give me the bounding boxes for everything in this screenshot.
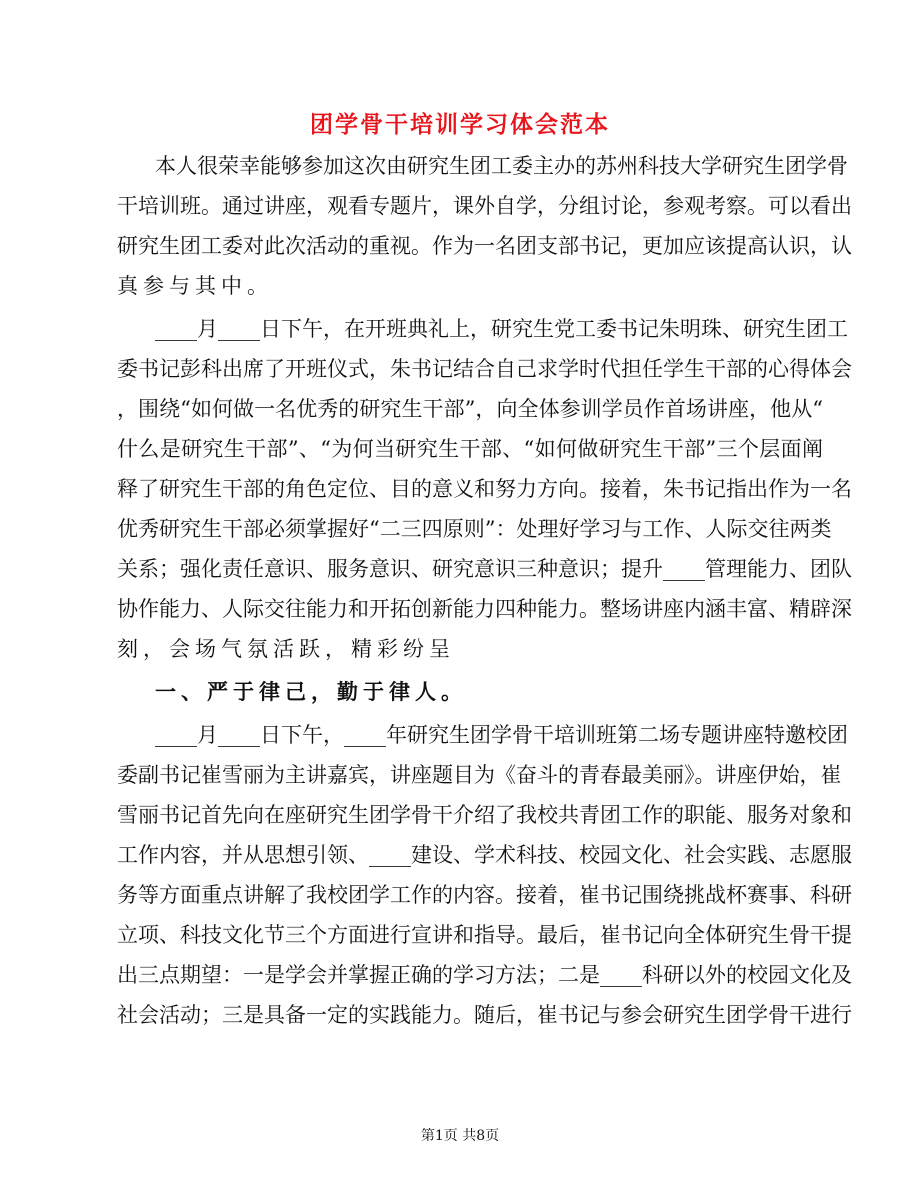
text-line: 什么是研究生干部”、“为何当研究生干部、“如何做研究生干部”三个层面阐	[117, 437, 823, 461]
page-number: 第1页 共8页	[420, 1128, 500, 1144]
text-line: 真参与其中。	[117, 274, 273, 298]
text-line: ____月____日下午，在开班典礼上，研究生党工委书记朱明珠、研究生团工	[155, 317, 848, 341]
text-line: ____月____日下午，____年研究生团学骨干培训班第二场专题讲座特邀校团	[155, 723, 848, 747]
text-line: 本人很荣幸能够参加这次由研究生团工委主办的苏州科技大学研究生团学骨	[155, 154, 848, 178]
text-line: 刻，会场气氛活跃，精彩纷呈	[117, 637, 455, 661]
text-line: ，围绕“如何做一名优秀的研究生干部”，向全体参训学员作首场讲座，他从“	[117, 397, 823, 421]
text-line: 干培训班。通过讲座，观看专题片，课外自学，分组讨论，参观考察。可以看出	[117, 194, 852, 218]
text-line: 关系；强化责任意识、服务意识、研究意识三种意识；提升____管理能力、团队	[117, 557, 852, 581]
text-line: 委书记彭科出席了开班仪式，朱书记结合自己求学时代担任学生干部的心得体会	[117, 357, 852, 381]
text-line: 出三点期望：一是学会并掌握正确的学习方法；二是____科研以外的校园文化及	[117, 963, 852, 987]
text-line: 协作能力、人际交往能力和开拓创新能力四种能力。整场讲座内涵丰富、精辟深	[117, 597, 852, 621]
text-line: 务等方面重点讲解了我校团学工作的内容。接着，崔书记围绕挑战杯赛事、科研	[117, 883, 852, 907]
section-heading	[117, 672, 823, 712]
text-line: 雪丽书记首先向在座研究生团学骨干介绍了我校共青团工作的职能、服务对象和	[117, 803, 852, 827]
text-line: 释了研究生干部的角色定位、目的意义和努力方向。接着，朱书记指出作为一名	[117, 477, 852, 501]
text-line: 研究生团工委对此次活动的重视。作为一名团支部书记，更加应该提高认识，认	[117, 234, 852, 258]
text-line: 优秀研究生干部必须掌握好“二三四原则”：处理好学习与工作、人际交往两类	[117, 517, 832, 541]
paragraph	[117, 715, 852, 1035]
text-line: 工作内容，并从思想引领、____建设、学术科技、校园文化、社会实践、志愿服	[117, 843, 852, 867]
paragraph	[117, 309, 852, 669]
text-line: 社会活动；三是具备一定的实践能力。随后，崔书记与参会研究生团学骨干进行	[117, 1003, 852, 1027]
paragraph	[117, 146, 852, 306]
text-line: 一、严于律己，勤于律人。	[155, 679, 467, 704]
document-body	[117, 146, 852, 1038]
text-line: 委副书记崔雪丽为主讲嘉宾，讲座题目为《奋斗的青春最美丽》。讲座伊始，崔	[117, 763, 842, 787]
document-title: 团学骨干培训学习体会范本	[310, 111, 610, 138]
text-line: 立项、科技文化节三个方面进行宣讲和指导。最后，崔书记向全体研究生骨干提	[117, 923, 852, 947]
